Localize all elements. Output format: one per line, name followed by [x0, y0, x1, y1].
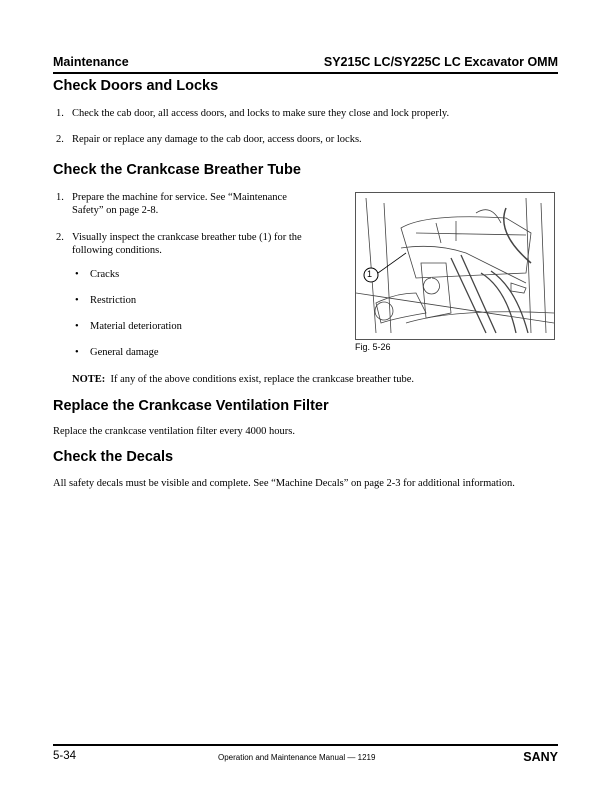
paragraph: Replace the crankcase ventilation filter every 4000 hours. [53, 426, 295, 437]
bullet-icon: • [75, 321, 79, 332]
footer-rule [53, 744, 558, 746]
note-text: If any of the above conditions exist, replace the crankcase breather tube. [110, 374, 415, 385]
heading-doors-locks: Check Doors and Locks [53, 78, 219, 94]
header-rule [53, 72, 558, 74]
bullet-item: Restriction [90, 295, 137, 306]
note-label: NOTE: [72, 374, 106, 385]
figure-callout: 1 [367, 269, 373, 279]
footer-title: Operation and Maintenance Manual — 1219 [218, 753, 376, 762]
list-item: Check the cab door, all access doors, and locks to make sure they close and lock properly. [72, 108, 450, 119]
list-item: Prepare the machine for service. See “Maintenance [72, 192, 287, 203]
bullet-icon: • [75, 295, 79, 306]
bullet-icon: • [75, 347, 79, 358]
list-number: 1. [56, 192, 64, 203]
bullet-icon: • [75, 269, 79, 280]
heading-decals: Check the Decals [53, 449, 174, 465]
note [72, 373, 414, 386]
bullet-item: Cracks [90, 269, 120, 280]
list-item: following conditions. [72, 245, 162, 256]
list-number: 1. [56, 108, 64, 119]
figure-caption: Fig. 5-26 [355, 342, 391, 352]
header-section: Maintenance [53, 55, 129, 69]
paragraph: All safety decals must be visible and complete. See “Machine Decals” on page 2-3 for additional information. [53, 478, 515, 489]
list-item: Repair or replace any damage to the cab door, access doors, or locks. [72, 134, 362, 145]
list-number: 2. [56, 134, 64, 145]
brand-logo: SANY [523, 750, 558, 764]
heading-breather-tube: Check the Crankcase Breather Tube [53, 162, 301, 178]
bullet-item: Material deterioration [90, 321, 182, 332]
engine-figure [355, 192, 555, 340]
page-number: 5-34 [53, 750, 77, 762]
bullet-item: General damage [90, 347, 159, 358]
list-item: Visually inspect the crankcase breather tube (1) for the [72, 232, 302, 243]
list-item: Safety” on page 2-8. [72, 205, 159, 216]
list-number: 2. [56, 232, 64, 243]
header-title: SY215C LC/SY225C LC Excavator OMM [323, 55, 558, 69]
heading-ventilation-filter: Replace the Crankcase Ventilation Filter [53, 398, 329, 414]
